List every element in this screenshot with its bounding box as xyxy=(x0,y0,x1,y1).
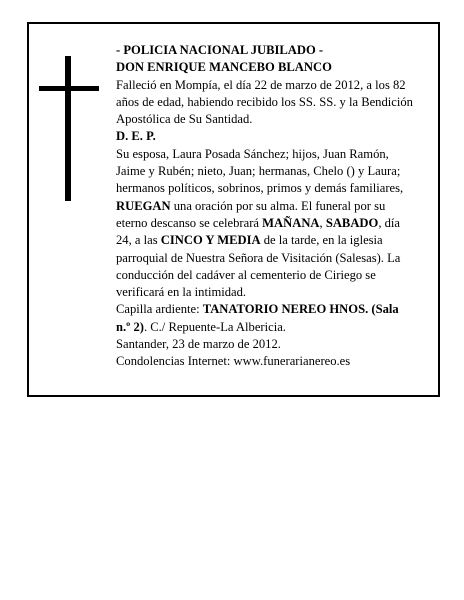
death-paragraph: Falleció en Mompía, el día 22 de marzo de 2012, a los 82 años de edad, habiendo recibido los SS. SS. y la Bendición Apostólica de Su Santidad. xyxy=(116,77,413,127)
family-paragraph: Su esposa, Laura Posada Sánchez; hijos, Juan Ramón, Jaime y Rubén; nieto, Juan; hermanas, Chelo () y Laura; hermanos políticos, sobrinos, primos y demás familiares, xyxy=(116,146,404,196)
deceased-name: DON ENRIQUE MANCEBO BLANCO xyxy=(116,60,332,75)
funeral-paragraph: RUEGAN una oración por su alma. El funeral por su eterno descanso se celebrará MAÑANA, SABADO, día 24, a las CINCO Y MEDIA de la tarde, en la iglesia parroquial de Nuestra Señora de Visitación (Salesas). La conducción del cadáver al cementerio de Ciriego se verificará en la intimidad. xyxy=(116,198,401,300)
day-sabado: SABADO xyxy=(325,215,379,230)
funeral-room: (Sala n.º 2) xyxy=(116,302,399,334)
obituary-notice xyxy=(27,22,440,397)
rip-line: D. E. P. xyxy=(116,129,156,144)
day-manana: MAÑANA xyxy=(262,215,320,230)
place-date: Santander, 23 de marzo de 2012. xyxy=(116,337,281,352)
obituary-text xyxy=(116,42,416,371)
funeral-time: CINCO Y MEDIA xyxy=(160,233,261,248)
header-line-1: - POLICIA NACIONAL JUBILADO - xyxy=(116,43,324,57)
condolences-line: Condolencias Internet: www.funerarianereo.es xyxy=(116,354,351,369)
cross-icon xyxy=(39,56,99,201)
ruegan-text: RUEGAN xyxy=(116,198,171,213)
funeral-home-address: . C./ Repuente-La Albericia. xyxy=(143,319,286,334)
funeral-home-name: TANATORIO NEREO HNOS. xyxy=(202,302,369,317)
chapel-paragraph: Capilla ardiente: TANATORIO NEREO HNOS. (Sala n.º 2). C./ Repuente-La Albericia. xyxy=(116,302,399,334)
